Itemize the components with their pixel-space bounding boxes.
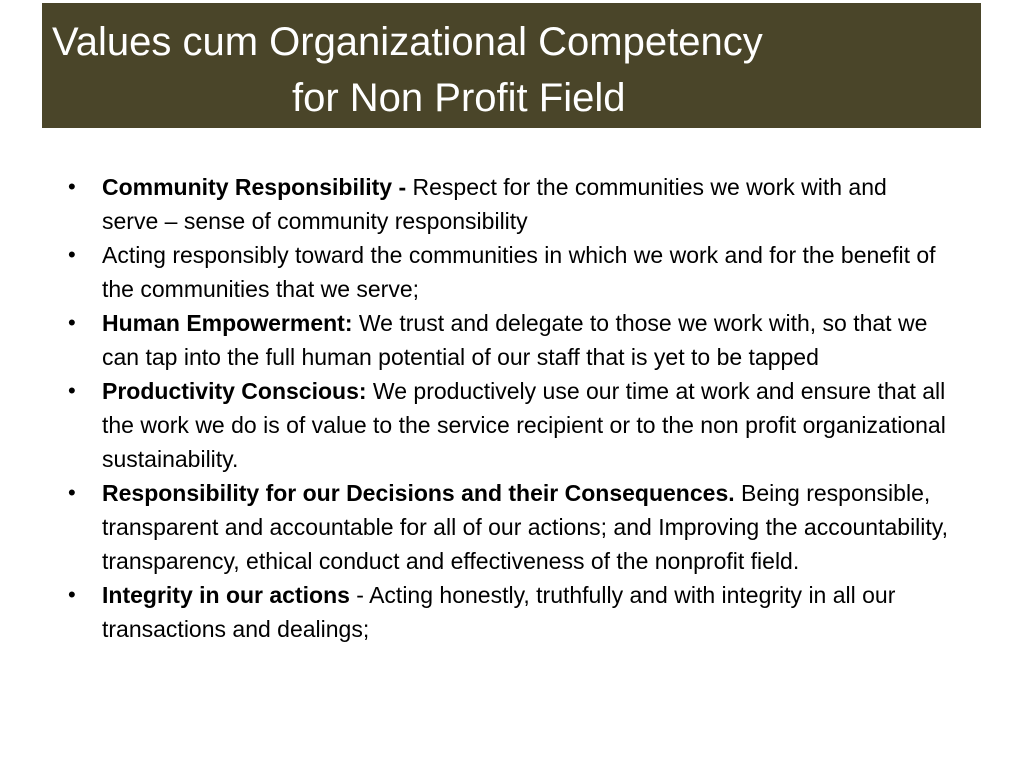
bullet-dot-icon: • [68,480,76,505]
bullet-human-empowerment [68,306,948,374]
bullet-text: Acting responsibly toward the communities in which we work and for the benefit of the communities that we serve; [102,242,936,302]
bullet-heading: Responsibility for our Decisions and their Consequences. [102,480,735,506]
bullet-heading: Community Responsibility - [102,174,407,200]
bullet-dot-icon: • [68,174,76,199]
bullet-community-responsibility [68,170,948,238]
bullet-productivity-conscious [68,374,948,476]
title-banner [42,3,981,128]
bullet-text: Respect for the communities we work with and serve – sense of community responsibility [102,174,887,234]
bullet-heading: Productivity Conscious: [102,378,367,404]
bullet-dot-icon: • [68,242,76,267]
bullet-text: - Acting honestly, truthfully and with integrity in all our transactions and dealings; [102,582,896,642]
bullet-text: We productively use our time at work and ensure that all the work we do is of value to the service recipient or to the non profit organizational sustainability. [102,378,946,472]
bullet-dot-icon: • [68,310,76,335]
bullet-integrity [68,578,948,646]
bullet-dot-icon: • [68,378,76,403]
bullet-heading: Human Empowerment: [102,310,353,336]
bullet-text: Being responsible, transparent and accountable for all of our actions; and Improving the accountability, transparency, ethical conduct and effectiveness of the nonprofit field. [102,480,948,574]
slide-title-line-1: Values cum Organizational Competency [52,20,763,64]
bullet-list [68,170,948,646]
bullet-heading: Integrity in our actions [102,582,350,608]
bullet-acting-responsibly [68,238,948,306]
bullet-dot-icon: • [68,582,76,607]
bullet-text: We trust and delegate to those we work with, so that we can tap into the full human potential of our staff that is yet to be tapped [102,310,928,370]
bullet-responsibility-decisions [68,476,948,578]
slide-title-line-2: for Non Profit Field [292,76,626,120]
